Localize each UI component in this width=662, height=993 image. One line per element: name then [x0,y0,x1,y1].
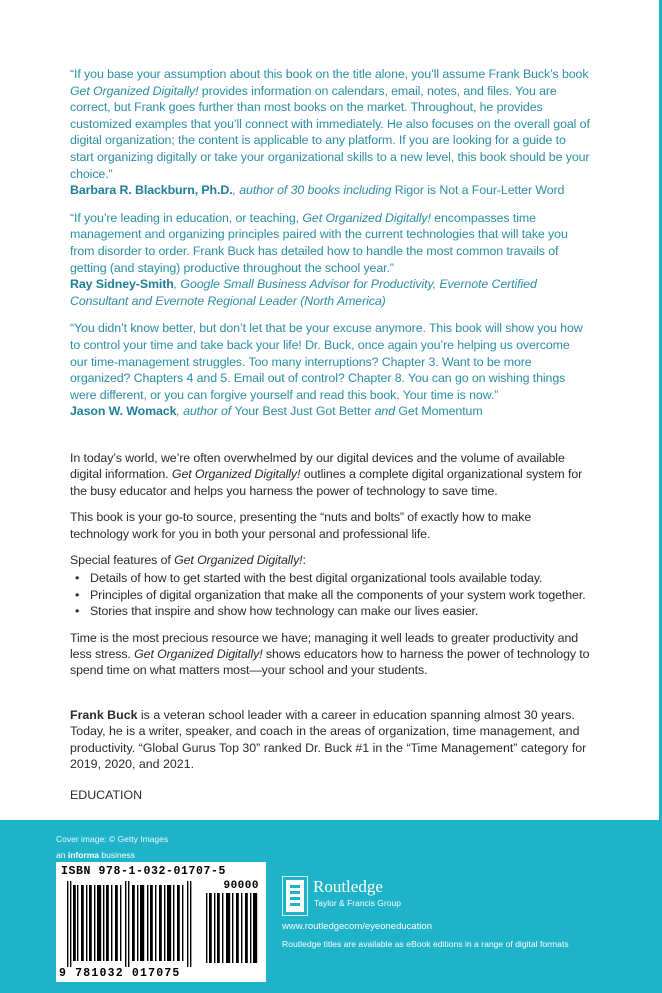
review-quote: provides information on calendars, email, notes, and files. You are correct, but Frank goes further than most books on the market. Throughout, he provides customized examples that you’ll connect with immediately. He also focuses on the overall goal of digital organization; the content is applicable to any platform. If you are looking for a guide to start organizing digitally or take your organizational skills to a new level, this book should be your choice.” [70,83,590,181]
list-item: • Principles of digital organization that make all the components of your system work together. [70,587,590,603]
reviewer-role: , author of 30 books including [232,183,395,198]
book-title: Get Organized Digitally! [302,210,431,225]
book-title: Get Organized Digitally! [174,552,303,567]
ean-number: 9 781032 017075 [59,967,181,980]
paragraph-text: In today’s world, we’re often overwhelmed by our digital devices and the volume of available digital information. [70,450,565,482]
features-colon: : [302,552,306,567]
features-label: Special features of [70,552,175,567]
informa-line [56,850,135,860]
paragraph-text: shows educators how to harness the power of technology to spend time on what matters most—your school and your students. [70,646,590,678]
book-title: Get Organized Digitally! [134,646,263,661]
barcode [56,862,266,982]
review-quote: “If you’re leading in education, or teaching, [70,210,303,225]
reviewer-name: Ray Sidney-Smith [70,277,174,292]
publisher-group: Taylor & Francis Group [314,898,401,908]
review-blackburn [70,66,590,199]
reviewer-book: Not a Four-Letter Word [439,183,565,198]
paragraph-text: Time is the most precious resource we have; managing it well leads to greater productivity and less stress. [70,630,579,661]
paragraph-text: outlines a complete digital organizational system for the busy educator and helps you harness the power of technology to save time. [70,467,583,498]
reviewer-book: Your Best Just Got Better [234,404,372,419]
reviewer-book: Rigor [394,183,424,198]
description-paragraph: This book is your go-to source, presenting the “nuts and bolts” of exactly how to make technology work for you in both your personal and professional life. [70,510,532,541]
author-bio [70,707,590,773]
description-paragraph [70,450,590,499]
reviewer-book-joiner: and [371,404,399,419]
review-attribution [70,404,483,418]
subject-category: EDUCATION [70,788,143,802]
barcode-bars-icon [63,881,199,967]
reviewer-book-joiner: is [423,183,440,198]
book-title: Get Organized Digitally! [70,83,199,98]
list-item: • Stories that inspire and show how technology can make our lives easier. [70,603,590,619]
price-code: 90000 [223,880,259,892]
publisher-url: www.routledgecom/eyeoneducation [282,921,432,932]
cover-image-credit: Cover image: © Getty Images [56,834,169,844]
reviewer-role: , Google Small Business Advisor for Productivity, Evernote Certified Consultant and Evernote Regional Leader (North America) [70,277,537,308]
author-name: Frank Buck [70,707,138,722]
reviewer-name: Barbara R. Blackburn, Ph.D. [70,183,233,198]
cover-content [70,66,590,772]
author-bio-text: is a veteran school leader with a career in education spanning almost 30 years. Today, he is a writer, speaker, and coach in the areas of organization, time management, and productivity. “Global Gurus Top 30” ranked Dr. Buck #1 in the “Time Management” category for 2019, 2020, and 2021. [70,707,587,771]
list-item: • Details of how to get started with the best digital organizational tools available today. [70,570,590,586]
reviewer-role: , author of [176,404,235,419]
reviewer-book: Get Momentum [398,404,483,419]
reviewer-name: Jason W. Womack [70,404,177,419]
review-sidney-smith [70,210,590,310]
book-description [70,450,590,679]
publisher-name: Routledge [313,877,383,896]
review-womack [70,320,590,420]
review-quote: encompasses time management and organizing principles paired with the current technologies that will take you from disorder to order. Frank Buck has detailed how to handle the most common travails of getting (and staying) productive throughout the school year.” [70,210,568,275]
book-title: Get Organized Digitally! [171,467,301,482]
isbn-text: ISBN 978-1-032-01707-5 [61,865,227,878]
informa-pre: an [56,850,68,860]
description-paragraph [70,630,590,679]
review-attribution [70,183,564,197]
review-attribution [70,277,537,308]
routledge-logo-icon [282,876,308,916]
review-quote: “You didn’t know better, but don’t let that be your excuse anymore. This book will show you how to control your time and take back your life! Dr. Buck, once again you’re helping us overcome our time-management struggles. Too many interruptions? Chapter 3. Want to be more organized? Chapters 4 and 5. Email out of control? Chapter 8. You can go on wishing things were different, or you can forgive yourself and read this book. Your time is now.” [70,321,583,402]
review-quote: “If you base your assumption about this book on the title alone, you’ll assume Frank Buck’s book [70,67,589,81]
informa-post: business [99,850,135,860]
features-list [70,570,590,619]
barcode-addon-bars-icon [205,893,261,963]
informa-logo: informa [67,850,99,860]
features-heading [70,552,590,568]
ebook-note: Routledge titles are available as eBook editions in a range of digital formats [282,939,569,949]
